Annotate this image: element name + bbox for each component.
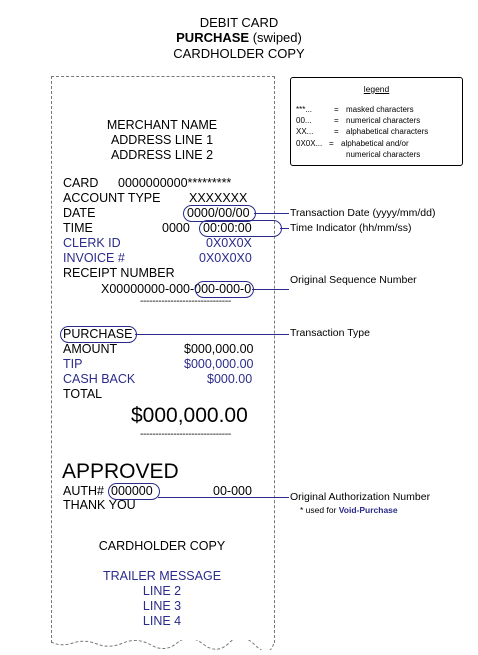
annotation-void-note xyxy=(300,505,398,515)
receipt-number-suffix: 0 xyxy=(244,282,252,296)
clerk-id-label: CLERK ID xyxy=(63,236,121,250)
time-prefix: 0000 xyxy=(162,221,190,235)
legend-title: legend xyxy=(363,84,390,94)
sequence-leader-line xyxy=(252,289,289,290)
annotation-transaction-date: Transaction Date (yyyy/mm/dd) xyxy=(290,207,436,219)
receipt-number-label: RECEIPT NUMBER xyxy=(63,266,175,280)
date-value: 0000/00/00 xyxy=(187,206,250,220)
void-note-bold: Void-Purchase xyxy=(338,505,398,515)
tip-value: $000,000.00 xyxy=(184,357,254,371)
sequence-highlight-oval xyxy=(195,281,254,298)
cardholder-copy-footer: CARDHOLDER COPY xyxy=(98,539,226,553)
trailer-message: TRAILER MESSAGE xyxy=(102,569,222,583)
legend-box xyxy=(290,77,463,166)
transaction-type-leader-line xyxy=(135,334,289,335)
cash-back-label: CASH BACK xyxy=(63,372,136,386)
address-line-2: ADDRESS LINE 2 xyxy=(110,148,214,162)
clerk-id-value: 0X0X0X xyxy=(206,236,252,250)
auth-suffix: 00-000 xyxy=(213,484,252,498)
address-line-1: ADDRESS LINE 1 xyxy=(110,133,214,147)
total-label: TOTAL xyxy=(63,387,103,401)
auth-leader-line xyxy=(158,497,289,498)
legend-desc: numerical characters xyxy=(346,116,421,125)
annotation-transaction-type: Transaction Type xyxy=(290,327,370,339)
amount-label: AMOUNT xyxy=(63,342,118,356)
receipt-torn-edge xyxy=(51,640,275,650)
annotation-time-indicator: Time Indicator (hh/mm/ss) xyxy=(290,222,412,234)
trailer-line-3: LINE 3 xyxy=(142,599,182,613)
time-highlight-oval xyxy=(199,220,282,237)
invoice-label: INVOICE # xyxy=(63,251,125,265)
transaction-type: PURCHASE xyxy=(63,327,133,341)
thank-you: THANK YOU xyxy=(63,498,136,512)
merchant-name: MERCHANT NAME xyxy=(106,118,218,132)
legend-desc-continued: numerical characters xyxy=(346,150,421,159)
approved-status: APPROVED xyxy=(62,460,179,483)
annotation-original-sequence: Original Sequence Number xyxy=(290,274,417,286)
legend-code: 0X0X... xyxy=(296,139,323,148)
legend-equals: = xyxy=(334,127,339,136)
invoice-value: 0X0X0X0 xyxy=(199,251,252,265)
time-leader-line xyxy=(280,228,289,229)
legend-equals: = xyxy=(329,139,334,148)
legend-desc: alphabetical and/or xyxy=(341,139,409,148)
divider: ------------------------------ xyxy=(140,429,231,440)
time-value: 00:00:00 xyxy=(203,221,252,235)
amount-value: $000,000.00 xyxy=(184,342,254,356)
cash-back-value: $000.00 xyxy=(207,372,253,386)
total-value: $000,000.00 xyxy=(131,404,248,427)
legend-desc: masked characters xyxy=(346,105,414,114)
void-note-prefix: * used for xyxy=(300,505,339,515)
account-type-label: ACCOUNT TYPE xyxy=(63,191,161,205)
legend-equals: = xyxy=(334,105,339,114)
transaction-type-highlight-oval xyxy=(60,326,137,343)
receipt-number-sequence: 000-000- xyxy=(194,282,245,296)
annotation-original-auth: Original Authorization Number xyxy=(290,491,431,503)
auth-label: AUTH# xyxy=(63,484,104,498)
date-label: DATE xyxy=(63,206,96,220)
header-title: DEBIT CARD xyxy=(199,15,279,30)
date-leader-line xyxy=(254,213,289,214)
header-copy-type: CARDHOLDER COPY xyxy=(173,46,305,61)
receipt-number-prefix: X00000000-000- xyxy=(101,282,195,296)
header-transaction-bold: PURCHASE xyxy=(176,30,250,45)
header-transaction xyxy=(0,30,478,45)
auth-highlight-oval xyxy=(108,483,160,500)
trailer-line-4: LINE 4 xyxy=(142,614,182,628)
legend-equals: = xyxy=(334,116,339,125)
header-transaction-rest: (swiped) xyxy=(249,30,302,45)
card-label: CARD xyxy=(63,176,99,190)
legend-desc: alphabetical characters xyxy=(346,127,429,136)
time-label: TIME xyxy=(63,221,93,235)
legend-code: ***... xyxy=(296,105,313,114)
card-value: 0000000000********* xyxy=(118,176,232,190)
legend-code: 00... xyxy=(296,116,312,125)
tip-label: TIP xyxy=(63,357,83,371)
trailer-line-2: LINE 2 xyxy=(142,584,182,598)
divider: ------------------------------ xyxy=(140,296,231,307)
auth-value: 000000 xyxy=(111,484,153,498)
legend-code: XX... xyxy=(296,127,314,136)
account-type-value: XXXXXXX xyxy=(189,191,248,205)
